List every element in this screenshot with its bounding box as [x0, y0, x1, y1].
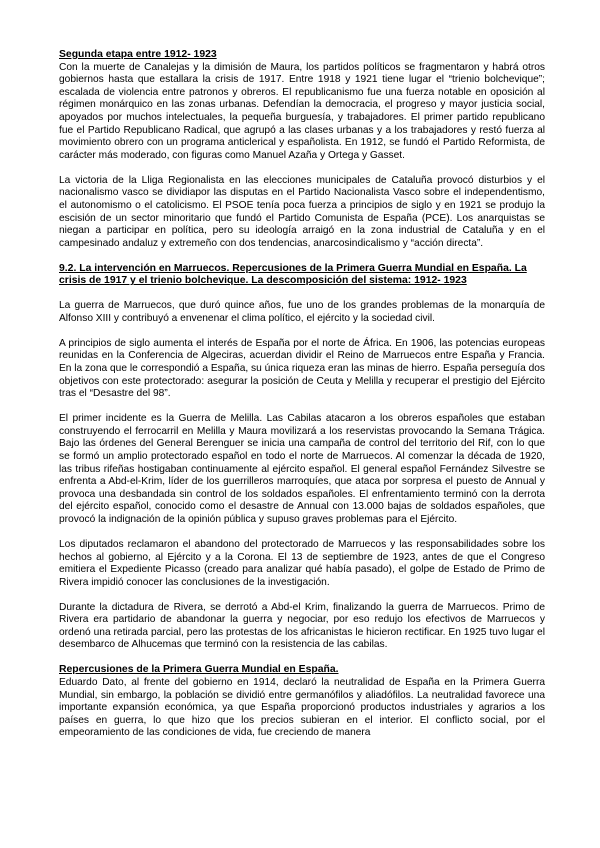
- paragraph: El primer incidente es la Guerra de Melilla. Las Cabilas atacaron a los obreros españoles que estaban construyendo el ferrocarril en Melilla y Maura movilizará a los reservistas provocando la Semana Trágica. Bajo las órdenes del General Berenguer se inicia una campaña de control del territorio del Rif, con lo que se formó un amplio protectorado español en todo el norte de Marruecos. Al comenzar la década de 1920, las tribus rifeñas hostigaban continuamente al ejército español. El general español Fernández Silvestre se enfrenta a Abd-el-Krim, líder de los guerrilleros marroquíes, que ataca por sorpresa el puesto de Annual y provoca una desbandada sin control de los soldados españoles. El enfrentamiento terminó con la derrota del ejército español, conocido como el desastre de Annual con 13.000 bajas de soldados españoles, que provocó la indignación de la opinión pública y supuso graves problemas para el Ejército.: [59, 413, 545, 525]
- document-page: [59, 49, 545, 740]
- section-heading-repercusiones: Repercusiones de la Primera Guerra Mundial en España.: [59, 664, 339, 676]
- section-heading-segunda-etapa: Segunda etapa entre 1912- 1923: [59, 49, 217, 60]
- paragraph: A principios de siglo aumenta el interés de España por el norte de África. En 1906, las potencias europeas reunidas en la Conferencia de Algeciras, acuerdan dividir el Reino de Marruecos entre España y Francia. En la zona que le correspondió a España, su única riqueza eran las minas de hierro. España perseguía dos objetivos con este protectorado: asegurar la posición de Ceuta y Melilla y recuperar el prestigio del Ejército tras el “Desastre del 98”.: [59, 337, 545, 400]
- paragraph: Durante la dictadura de Rivera, se derrotó a Abd-el Krim, finalizando la guerra de Marruecos. Primo de Rivera era partidario de abandonar la guerra y negociar, por eso redujo los efectivos de Marruecos y ordenó una retirada parcial, pero las protestas de los africanistas le hicieron rectificar. En 1925 tuvo lugar el desembarco de Alhucemas que terminó con la resistencia de las cabilas.: [59, 601, 545, 651]
- paragraph: La victoria de la Lliga Regionalista en las elecciones municipales de Cataluña provocó disturbios y el nacionalismo vasco se dividiapor las disputas en el Partido Nacionalista Vasco sobre el independentismo, el autonomismo o el catolicismo. El PSOE tenía poca fuerza a principios de siglo y en 1921 se produjo la escisión de un sector minoritario que fundó el Partido Comunista de España (PCE). Los anarquistas se niegan a participar en política, pero su ideología arraigó en la zona industrial de Cataluña y en el campesinado andaluz y extremeño con dos tendencias, anarcosindicalismo y “acción directa”.: [59, 174, 545, 249]
- paragraph: Eduardo Dato, al frente del gobierno en 1914, declaró la neutralidad de España en la Primera Guerra Mundial, sin embargo, la población se dividió entre germanófilos y aliadófilos. La neutralidad favorece una importante expansión económica, ya que España proporcionó productos industriales y agrarios a los países en guerra, lo que hizo que los precios subieran en el interior. El conflicto social, por el empeoramiento de las condiciones de vida, fue creciendo de manera: [59, 677, 545, 739]
- paragraph: Los diputados reclamaron el abandono del protectorado de Marruecos y las responsabilidades sobre los hechos al gobierno, al Ejército y a la Corona. El 13 de septiembre de 1923, antes de que el Congreso emitiera el Expediente Picasso (creado para analizar qué había pasado), el golpe de Estado de Primo de Rivera impidió conocer las conclusiones de la investigación.: [59, 538, 545, 588]
- paragraph: Con la muerte de Canalejas y la dimisión de Maura, los partidos políticos se fragmentaron y habrá otros gobiernos hasta que estallara la crisis de 1917. Entre 1918 y 1921 tiene lugar el “trienio bolchevique”; escalada de violencia entre patronos y obreros. El republicanismo fue una fuerza notable en oposición al régimen monárquico en las zonas urbanas. Defendían la democracia, el progreso y mayor justicia social, apoyados por muchos intelectuales, la pequeña burguesía, y trabajadores. El primer partido republicano fue el Partido Republicano Radical, que agrupó a las clases urbanas y a los trabajadores y restó fuerza al movimiento obrero con un programa anticlerical y españolista. En 1912, se fundó el Partido Reformista, de carácter más moderado, con figuras como Manuel Azaña y Ortega y Gasset.: [59, 61, 545, 161]
- paragraph: La guerra de Marruecos, que duró quince años, fue uno de los grandes problemas de la monarquía de Alfonso XIII y contribuyó a envenenar el clima político, el ejército y la sociedad civil.: [59, 300, 545, 324]
- section-heading-intervencion-marruecos: 9.2. La intervención en Marruecos. Repercusiones de la Primera Guerra Mundial en España. La crisis de 1917 y el trienio bolchevique. La descomposición del sistema: 1912- 1923: [59, 262, 527, 287]
